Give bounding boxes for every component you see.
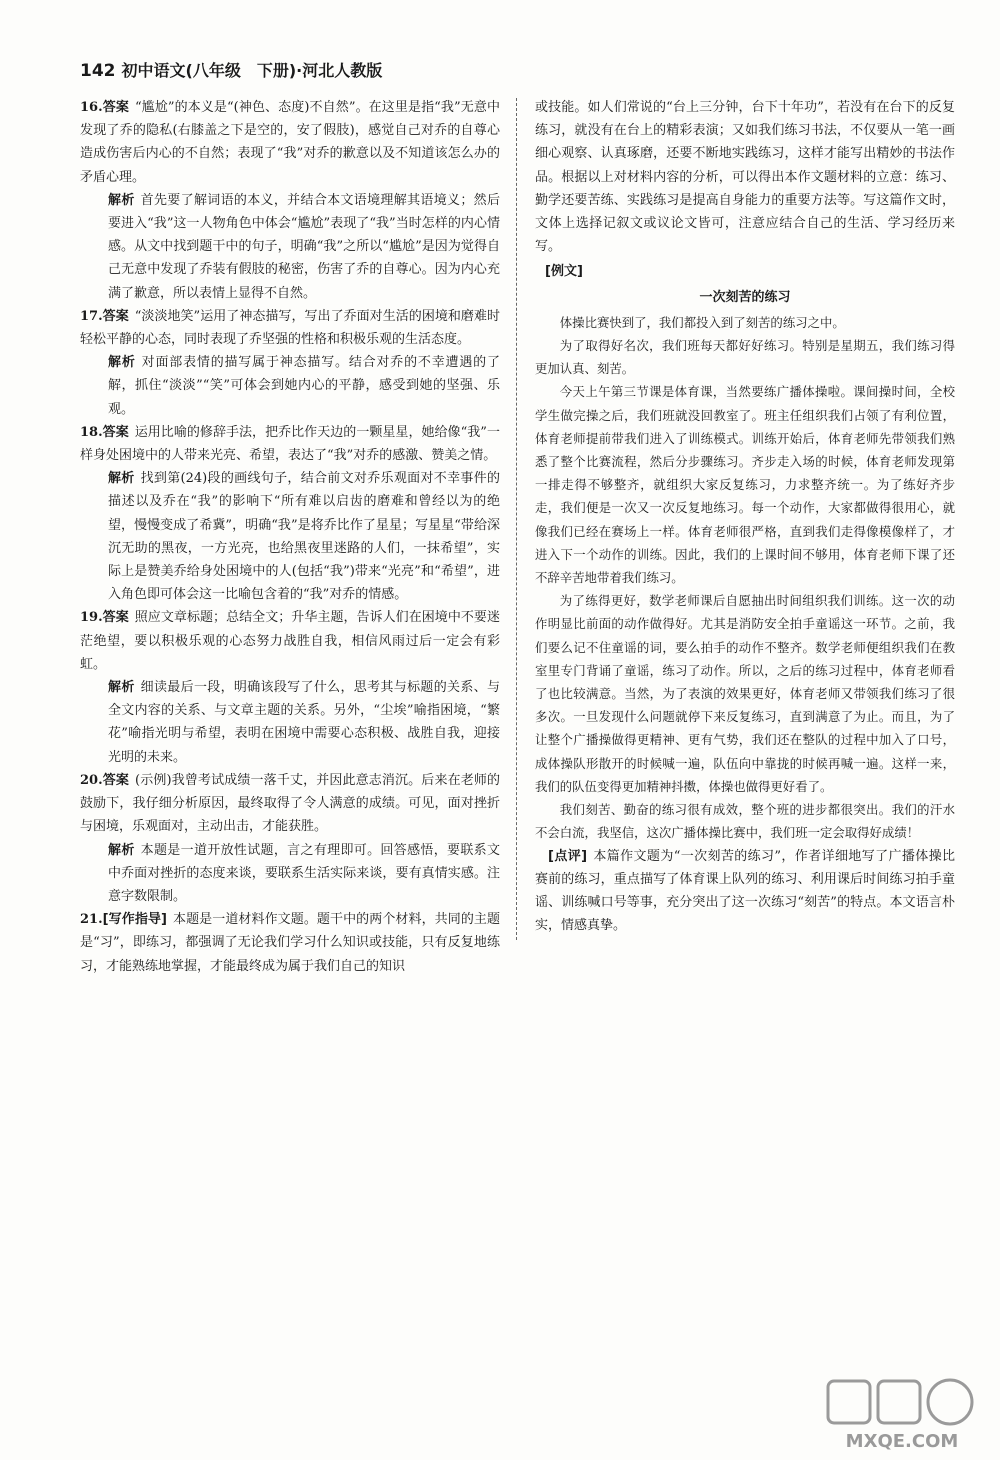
essay-paragraph: 今天上午第三节课是体育课，当然要练广播体操啦。课间操时间，全校学生做完操之后，我们班就没回教室了。班主任组织我们占领了有利位置，体育老师提前带我们进入了训练模式。训练开始后，体育老师先带领我们熟悉了整个比赛流程，然后分步骤练习。齐步走入场的时候，体育老师发现第一排走得不够整齐，就组织大家反复练习，力求整齐统一。为了练好齐步走，我们便是一次又一次反复地练习。每一个动作，大家都做得很用心，就像我们已经在赛场上一样。体育老师很严格，直到我们走得像模像样了，才进入下一个动作的训练。因此，我们的上课时间不够用，体育老师下课了还不辞辛苦地带着我们练习。 xyxy=(535,384,955,586)
answer-item xyxy=(80,606,500,676)
comment-paragraph xyxy=(535,845,955,938)
page-number: 142 xyxy=(80,61,116,81)
analysis-item xyxy=(80,467,500,606)
answer-item xyxy=(80,421,500,467)
analysis-item xyxy=(80,839,500,909)
essay-title: 一次刻苦的练习 xyxy=(699,289,791,305)
svg-text:MXQE.COM: MXQE.COM xyxy=(845,1431,959,1452)
comment-label: [点评] xyxy=(548,848,588,864)
answer-text: 本题是一道材料作文题。题干中的两个材料，共同的主题是“习”，即练习，都强调了无论我们学习什么知识或技能，只有反复地练习，才能熟练地掌握，才能最终成为属于我们自己的知识 xyxy=(80,912,500,974)
essay-paragraph: 为了练得更好，数学老师课后自愿抽出时间组织我们训练。这一次的动作明显比前面的动作做得好。尤其是消防安全拍手童谣这一环节。之前，我们要么记不住童谣的词，要么拍手的动作不整齐。数学老师便组织我们在教室里专门背诵了童谣，练习了动作。所以，之后的练习过程中，体育老师看了也比较满意。当然，为了表演的效果更好，体育老师又带领我们练习了很多次。一旦发现什么问题就停下来反复练习，直到满意了为止。而且，为了让整个广播操做得更精神、更有气势，我们还在整队的过程中加入了口号，成体操队形散开的时候喊一遍，队伍向中靠拢的时候再喊一遍。这样一来，我们的队伍变得更加精神抖擞，体操也做得更好看了。 xyxy=(535,593,955,794)
right-column xyxy=(535,96,955,937)
answer-label: 答案 xyxy=(102,772,130,788)
answer-text: 照应文章标题；总结全文；升华主题，告诉人们在困境中不要迷茫绝望，要以积极乐观的心态努力战胜自我，相信风雨过后一定会有彩虹。 xyxy=(80,610,500,672)
answer-label: [写作指导] xyxy=(102,912,167,928)
watermark-logo xyxy=(822,1375,982,1455)
comment-text: 本篇作文题为“一次刻苦的练习”，作者详细地写了广播体操比赛前的练习，重点描写了体育课上队列的练习、利用课后时间练习拍手童谣、训练喊口号等事，充分突出了这一次练习“刻苦”的特点。本文语言朴实，情感真挚。 xyxy=(535,848,955,934)
answer-label: 答案 xyxy=(102,308,129,324)
question-number: 16. xyxy=(80,100,103,115)
book-title: 初中语文(八年级 下册)·河北人教版 xyxy=(121,61,383,80)
answer-text: (示例)我曾考试成绩一落千丈，并因此意志消沉。后来在老师的鼓励下，我仔细分析原因，最终取得了令人满意的成绩。可见，面对挫折与困境，乐观面对，主动出击，才能获胜。 xyxy=(80,772,500,835)
analysis-label: 解析 xyxy=(108,680,135,696)
analysis-item xyxy=(80,351,500,421)
answer-item xyxy=(80,96,500,189)
analysis-text: 细读最后一段，明确该段写了什么，思考其与标题的关系、与全文内容的关系、与文章主题的关系。另外，“尘埃”喻指困境，“繁花”喻指光明与希望，表明在困境中需要心态积极、战胜自我，迎接光明的未来。 xyxy=(108,680,500,765)
writing-guide-continuation: 或技能。如人们常说的“台上三分钟，台下十年功”，若没有在台下的反复练习，就没有在台上的精彩表演；又如我们练习书法，不仅要从一笔一画细心观察、认真琢磨，还要不断地实践练习，这样才能写出精妙的书法作品。根据以上对材料内容的分析，可以得出本作文题材料的立意：练习、勤学还要苦练、实践练习是提高自身能力的重要方法等。写这篇作文时，文体上选择记叙文或议论文皆可，注意应结合自己的生活、学习经历来写。 xyxy=(535,100,955,255)
analysis-item xyxy=(80,676,500,769)
answer-label: 答案 xyxy=(102,424,129,440)
essay-paragraph: 我们刻苦、勤奋的练习很有成效，整个班的进步都很突出。我们的汗水不会白流，我坚信，这次广播体操比赛中，我们班一定会取得好成绩！ xyxy=(535,802,955,841)
answer-label: 答案 xyxy=(102,610,129,626)
page-header xyxy=(80,58,382,81)
question-number: 17. xyxy=(80,308,103,324)
analysis-label: 解析 xyxy=(108,355,136,371)
analysis-item xyxy=(80,189,500,305)
analysis-text: 首先要了解词语的本义，并结合本文语境理解其语境义；然后要进入“我”这一人物角色中体会“尴尬”表现了“我”当时怎样的内心情感。从文中找到题干中的句子，明确“我”之所以“尴尬”是因为觉得自己无意中发现了乔装有假肢的秘密，伤害了乔的自尊心。因为内心充满了歉意，所以表情上显得不自然。 xyxy=(108,192,500,301)
analysis-text: 对面部表情的描写属于神态描写。结合对乔的不幸遭遇的了解，抓住“淡淡”“笑”可体会到她内心的平静，感受到她的坚强、乐观。 xyxy=(108,355,500,417)
answer-text: “淡淡地笑”运用了神态描写，写出了乔面对生活的困境和磨难时轻松平静的心态，同时表现了乔坚强的性格和积极乐观的生活态度。 xyxy=(80,308,500,348)
question-number: 19. xyxy=(80,610,103,626)
analysis-text: 本题是一道开放性试题，言之有理即可。回答感悟，要联系文中乔面对挫折的态度来谈，要联系生活实际来谈，要有真情实感。注意字数限制。 xyxy=(108,842,500,904)
answer-item xyxy=(80,908,500,978)
answer-item xyxy=(80,769,500,839)
analysis-label: 解析 xyxy=(108,842,135,858)
answer-item xyxy=(80,305,500,351)
question-number: 21. xyxy=(80,912,103,928)
question-number: 18. xyxy=(80,424,103,440)
answer-label: 答案 xyxy=(102,100,129,115)
answer-text: 运用比喻的修辞手法，把乔比作天边的一颗星星，她给像“我”一样身处困境中的人带来光亮、希望，表达了“我”对乔的感激、赞美之情。 xyxy=(80,424,500,464)
essay-body xyxy=(535,311,955,845)
essay-paragraph: 体操比赛快到了，我们都投入到了刻苦的练习之中。 xyxy=(559,314,845,330)
left-column xyxy=(80,96,500,978)
essay-paragraph: 为了取得好名次，我们班每天都好好练习。特别是星期五，我们练习得更加认真、刻苦。 xyxy=(535,338,955,377)
analysis-text: 找到第(24)段的画线句子，结合前文对乔乐观面对不幸事件的描述以及乔在“我”的影响下“所有难以启齿的磨难和曾经以为的绝望，慢慢变成了希冀”，明确“我”是将乔比作了星星；写星星“带给深沉无助的黑夜，一方光亮，也给黑夜里迷路的人们，一抹希望”，实际上是赞美乔给身处困境中的人(包括“我”)带来“光亮”和“希望”，进入角色即可体会这一比喻包含着的“我”对乔的情感。 xyxy=(108,471,500,603)
analysis-label: 解析 xyxy=(108,192,135,208)
example-label: [例文] xyxy=(545,264,583,280)
column-divider xyxy=(516,98,517,940)
analysis-label: 解析 xyxy=(108,471,135,487)
answer-text: “尴尬”的本义是“(神色、态度)不自然”。在这里是指“我”无意中发现了乔的隐私(右膝盖之下是空的，安了假肢)，感觉自己对乔的自尊心造成伤害后内心的不自然；表现了“我”对乔的歉意以及不知道该怎么办的矛盾心理。 xyxy=(80,100,500,185)
question-number: 20. xyxy=(80,772,103,788)
